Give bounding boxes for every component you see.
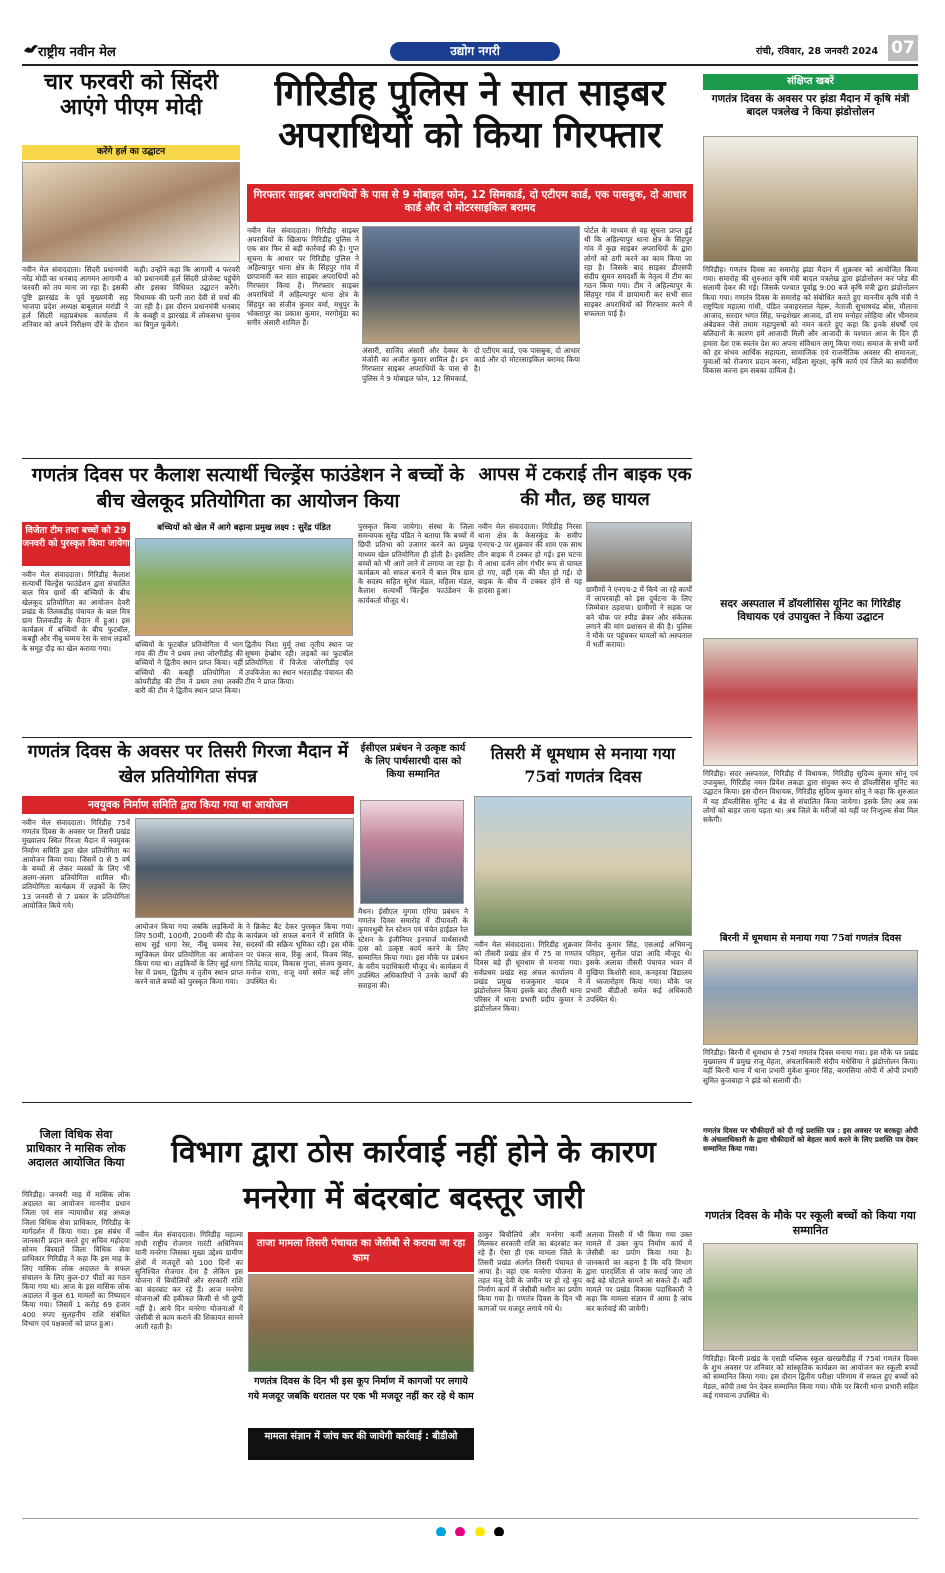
modi-photo (22, 162, 240, 262)
mgnrega-body-1: नवीन मेल संवाददाता। गिरिडीह महात्मा गांधी राष्ट्रीय रोजगार गारंटी अधिनियम यानी मनरेगा जिसका मुख्य उद्देश्य ग्रामीण क्षेत्रों में मजदूरों को 100 दिनों का सुनिश्चित रोजगार देना है लेकिन इस योजना में बिचौलियों और सरकारी राशि का बंदरबांट कर रहे हैं। आज मनरेगा योजनाओं की हकीकत किसी से भी छुपी नहीं है। आये दिन मनरेगा योजनाओं में जेसीबी से काम कराने की शिकायत सामने आती रहती है। (135, 1230, 243, 1332)
lokadalat-headline: जिला विधिक सेवा प्राधिकार ने मासिक लोक अदालत आयोजित किया (26, 1128, 126, 1169)
mgnrega-body-2: ठाकुर बिचौलिये और मनरेगा कर्मी मिलकर सरकारी राशि का बंदरबांट कर रहे हैं। ऐसा ही एक मामला जिले के तिसरी प्रखंड अंतर्गत तिसरी पंचायत से आया है। वहां एक मनरेगा योजना के तहत मंजू देवी के जमीन पर हो रहे कूप निर्माण कार्य में जेसीबी मशीन का प्रयोग किया गया है। गणतंत्र दिवस के दिन भी कागजों पर मजदूर लगाये गये थे। (478, 1230, 582, 1313)
school-body: गिरिडीह। बिरनी प्रखंड के एसडी पब्लिक स्कूल खरखरीडीह में 75वां गणतंत्र दिवस के शुभ अवसर पर शनिवार को सांस्कृतिक कार्यक्रम का आयोजन कर स्कूली बच्चों को सम्मानित किया गया। इस दौरान द्वितीय परीक्षा परिणाम में सफल हुए बच्चों को मेडल, कॉपी तथा पेन देकर सम्मानित किया गया। मौके पर बिरनी थाना प्रभारी सहित कई गणमान्य उपस्थित थे। (703, 1354, 918, 1400)
dateline: रांची, रविवार, 28 जनवरी 2024 (756, 46, 879, 57)
kailash-photo-caption: बच्चियों को खेल में आगे बढ़ाना प्रमुख लक्ष्य : सुरेंद्र पंडित (157, 522, 331, 532)
kailash-photo (135, 538, 353, 636)
cyber-body-3: पोर्टल के माध्यम से वह सूचना प्राप्त हुई थी कि अहिल्यापुर थाना क्षेत्र के सिंहपुर गांव में कुछ साइबर अपराधियों के द्वारा लोगों को ठगी करने का काम किया जा रहा है। जिसके बाद साइबर डीएसपी संदीप सुमन समदर्शी के नेतृत्व में टीम का गठन किया गया। टीम ने अहिल्यापुर के सिंहपुर गांव में छापामारी कर सभी सात साइबर अपराधियों को गिरफ्तार करने में सफलता पाई है। (584, 226, 692, 318)
kailash-body-2: बच्चियों के फुटबॉल प्रतियोगिता में भाग गांव की टीम ने प्रथम तथा जोरगीडीह की बच्चियों ने द्वितीय स्थान प्राप्त किया। वहीं बच्चियों की कबड्डी प्रतियोगिता में कोयरीडीह की टीम ने प्रथम तथा लक्की बारी की टीम ने द्वितीय स्थान प्राप्त किया। (135, 640, 243, 696)
mgnrega-photo (248, 1274, 474, 1372)
cyber-photo (362, 226, 580, 344)
divider-lower (22, 1102, 692, 1103)
mgnrega-headline: विभाग द्वारा ठोस कार्रवाई नहीं होने के कारण मनरेगा में बंदरबांट बदस्तूर जारी (171, 1135, 656, 1216)
footer-registration (22, 1522, 918, 1536)
ecl-photo (360, 800, 464, 904)
birni-headline: बिरनी में धूमधाम से मनाया गया 75वां गणतंत्र दिवस (719, 933, 902, 944)
briefs-bar: संक्षिप्त खबरें (703, 74, 918, 90)
flag-photo (703, 136, 918, 262)
mgnrega-body-1b (248, 1464, 474, 1512)
dialysis-body: गिरिडीह। सदर अस्पताल, गिरिडीह में विधायक, गिरिडीह सुदिव्य कुमार सोनू एवं उपायुक्त, गिरिडीह नमन प्रियेश लकड़ा द्वारा संयुक्त रूप से डॉयलीसिस यूनिट का उद्घाटन किया। इस दौरान विधायक, गिरिडीह सुदिव्य कुमार सोनू ने कहा कि शुरुआत में यह डॉयलीसिस यूनिट 4 बेड से संचालित किया जायेगा। इसके लिए अब तक लोगों को बाहर जाना पड़ता था। अब जिले के मरीजों को यहीं पर निःशुल्क सेवा मिल सकेगी। (703, 769, 918, 825)
school-photo (703, 1243, 918, 1351)
footer-dot-black (494, 1527, 504, 1536)
dialysis-headline: सदर अस्पताल में डॉयलीसिस यूनिट का गिरिडीह विधायक एवं उपायुक्त ने किया उद्घाटन (703, 598, 918, 636)
masthead-bird-icon (24, 40, 38, 52)
mgnrega-red-bar: ताजा मामला तिसरी पंचायत का जेसीबी से कराया जा रहा काम (248, 1232, 474, 1272)
dialysis-photo (703, 638, 918, 766)
ecl-headline: ईसीएल प्रबंधन ने उत्कृष्ट कार्य के लिए पार्थसारथी दास को किया सम्मानित (360, 743, 466, 780)
flag-headline: गणतंत्र दिवस के अवसर पर झंडा मैदान में कृषि मंत्री बादल पत्रलेख ने किया झंडोत्तोलन (711, 93, 910, 118)
lokadalat-body: गिरिडीह। जनवरी माह में मासिक लोक अदालत का आयोजन माननीय प्रधान जिला एवं सत्र न्यायाधीश सह अध्यक्ष जिला विधिक सेवा प्राधिकार, गिरिडीह के मार्गदर्शन में किया गया। इस संबंध में जानकारी प्रदान करते हुए सचिव महोदया सोनम बिस्वालें जिला विधिक सेवा प्राधिकार गिरिडीह ने कहा कि इस माह के लिए मासिक लोक अदालत के सफल संचालन के लिए कुल-07 पीठों का गठन किया गया था। आज के इस मासिक लोक अदालत में कुल 61 मामलों का निष्पादन किया गया। जिसमें 1 करोड़ 69 हजार 400 रुपए सुलहनीय राशि संबंधित विभाग एवं पक्षकारों को प्राप्त हुआ। (22, 1190, 130, 1328)
ecl-body: मैथन। ईसीएल मुगमा एरिया प्रबंधन ने गणतंत्र दिवस समारोह में दीपावली के कुमारधुबी रेल स्टेशन एवं चंचेत हाईडल रेल स्टेशन के इंजीनियर इनचार्ज पार्थसारथी दास को उत्कृष्ट कार्य करने के लिए सम्मानित किया गया। इस मौके पर प्रबंधन के वरीय पदाधिकारी मौजूद थे। कार्यक्रम में उपस्थित अधिकारियों ने उनके कार्यों की सराहना की। (358, 907, 468, 990)
footer-dot-magenta (455, 1527, 465, 1536)
tisri75-photo (474, 796, 692, 936)
kailash-red-box: विजेता टीम तथा बच्चों को 29 जनवरी को पुरस्कृत किया जायेगा (22, 522, 130, 566)
cyber-subhead: गिरफ्तार साइबर अपराधियों के पास से 9 मोबाइल फोन, 12 सिमकार्ड, दो एटीएम कार्ड, एक पासबुक, दो आधार कार्ड और दो मोटरसाइकिल बरामद (247, 184, 693, 222)
kailash-body-4: पुरस्कृत किया जायेगा। संस्था के जिला समन्वयक सुरेंद्र पंडित ने बताया कि बच्चों में छिपी प्रतिभा को उजागर करने का प्रमुख माध्यम खेल प्रतियोगिता ही होती है। इसलिए बच्चों को भी आगे लाने में लगाया जा रहा है। कार्यक्रम को सफल बनाने में बाल मित्र ग्राम के सदस्य सहित सुरेश मंडल, महिला मंडल, कैलाश सत्यार्थी चिल्ड्रेंस फाउंडेशन के कार्यकर्ता मौजूद थे। (358, 522, 474, 605)
kailash-headline: गणतंत्र दिवस पर कैलाश सत्यार्थी चिल्ड्रेंस फाउंडेशन ने बच्चों के बीच खेलकूद प्रतियोगिता का आयोजन किया (31, 464, 465, 512)
tisri75-body-2: विनोद कुमार सिंह, एसआई अभिमन्यु परिहार, सुनील पांडा आदि मौजूद थे। इसके अलावा तीसरी पंचायत भवन में मुखिया किशोरी साव, कनहरवा विद्यालय में ध्वजारोहण किया गया। मौके पर प्रभारी बीडीओ समेत कई अधिकारी उपस्थित थे। (586, 940, 692, 1005)
divider-mid (22, 737, 692, 738)
modi-headline: चार फरवरी को सिंदरी आएंगे पीएम मोदी (43, 70, 219, 120)
birni-sub: गणतंत्र दिवस पर चौकीदारों को दी गई प्रशस्ति पत्र : इस अवसर पर बरकट्ठा ओपी के अंचलाधिकारी के द्वारा चौकीदारों को बेहतर कार्य करने के लिए प्रशस्ति पत्र देकर सम्मानित किया गया। (703, 1126, 918, 1154)
footer-dot-cyan (436, 1527, 446, 1536)
tisri75-headline: तिसरी में धूमधाम से मनाया गया 75वां गणतंत्र दिवस (490, 744, 676, 786)
birni-photo (703, 950, 918, 1045)
modi-body: नवीन मेल संवाददाता। सिंदरी प्रधानमंत्री नरेंद्र मोदी का धनबाद आगमन आगामी 4 फरवरी को तय माना जा रहा है। इसकी पुष्टि झारखंड के पूर्व मुख्यमंत्री सह भाजपा प्रदेश अध्यक्ष बाबूलाल मरांडी ने हर्ल सिंदरी महाप्रबंधक कार्यालय में शनिवार को अपने निरीक्षण दौरे के दौरान कही। उन्होंने कहा कि आगामी 4 फरवरी को प्रधानमंत्री हर्ल सिंदरी प्रोजेक्ट पहुंचेंगे और इसका विधिवत उद्घाटन करेंगे। विधायक की पत्नी तारा देवी से चर्चा की जा रही है। इस दौरान प्रधानमंत्री धनबाद के कबड्डी व झारखंड में लोकसभा चुनाव का बिगुल फूकेंगे। (22, 265, 240, 330)
masthead (22, 34, 918, 64)
modi-subhead: करेंगे हर्ल का उद्घाटन (22, 145, 240, 160)
cyber-photo-caption: अंसारी, साजिद अंसारी और देवघर के मंजोरी का अजीत कुमार शामिल है। इन गिरफ्तार साइबर अपराधियों के पास से पुलिस ने 9 मोबाइल फोन, 12 सिमकार्ड, दो एटीएम कार्ड, एक पासबुक, दो आधार कार्ड और दो मोटरसाइकिल बरामद किया है। (362, 346, 580, 383)
birni-body: गिरिडीह। बिरनी में धूमधाम से 75वां गणतंत्र दिवस मनाया गया। इस मौके पर प्रखंड मुख्यालय में प्रमुख राजू मेहता, अंचलाधिकारी संदीप मधेसिया ने झंडोत्तोलन किया। वहीं बिरनी थाना में थाना प्रभारी मुकेश कुमार सिंह, बरमसिया ओपी में ओपी प्रभारी सुमित कुजबाहा ने झंडे को सलामी दी। (703, 1048, 918, 1085)
girja-red-bar: नवयुवक निर्माण समिति द्वारा किया गया था आयोजन (22, 796, 354, 814)
kailash-body-3: द्वितीय निशा मुर्मू तथा तृतीय स्थान पर सुषमा हेम्ब्रोम रही। लड़कों का फुटबॉल प्रतियोगिता में विजेता जोरगीडीह एवं उपविजेता का स्थान भरताडीह पंचायत की टीम ने प्राप्त किया। (245, 640, 353, 686)
girja-body-2: आयोजन किया गया जबकि लड़कियों के लिए 50मी, 100मी, 200मी की दौड़ के साथ सुई धागा रेस, नींबू चम्मच रेस, म्यूजिकल चेयर प्रतियोगिता का आयोजन किया गया था। लड़कियों के लिए सुई धागा रेस में प्रथम, द्वितीय व तृतीय स्थान प्राप्त करने वाले बच्चों को पुरस्कृत किया गया। (135, 922, 243, 987)
girja-headline: गणतंत्र दिवस के अवसर पर तिसरी गिरजा मैदान में खेल प्रतियोगिता संपन्न (27, 742, 349, 787)
masthead-rule (22, 64, 918, 66)
girja-body-1: नवीन मेल संवाददाता। गिरिडीह 75वें गणतंत्र दिवस के अवसर पर तिसरी प्रखंड मुख्यालय स्थित गिरजा मैदान में नवयुवक निर्माण समिति द्वारा खेल प्रतियोगिता का आयोजन किया गया। जिसमें 0 से 5 वर्ष के बच्चों से लेकर व्यस्कों के लिए भी अलग-अलग प्रतियोगिता शामिल थी। प्रतियोगिता कार्यक्रम में लड़कों के लिए 13 जनवरी से 7 प्रकार के प्रतियोगिता आयोजित किये गये। (22, 818, 130, 910)
kailash-body-1: नवीन मेल संवाददाता। गिरिडीह कैलाश सत्यार्थी चिल्ड्रेंस फाउंडेशन द्वारा संचालित बाल मित्र ग्रामों की बच्चियों के बीच खेलकूद प्रतियोगिता का आयोजन देवरी प्रखंड के तिलकडीह पंचायत के बाल मित्र ग्राम तिलकडीह के मैदान में हुआ। इस कार्यक्रम में बच्चियों के बीच फुटबॉल, कबड्डी और नीबू चम्मच रेस के साथ लड़कों के समूह दौड़ का खेल कराया गया। (22, 570, 130, 653)
mgnrega-black-bar: मामला संज्ञान में जांच कर की जायेगी कार्रवाई : बीडीओ (248, 1428, 474, 1460)
school-headline: गणतंत्र दिवस के मौके पर स्कूली बच्चों को किया गया सम्मानित (705, 1209, 916, 1237)
footer-dot-yellow (475, 1527, 485, 1536)
bike-body-1: नवीन मेल संवाददाता। गिरिडीह निरसा थाना क्षेत्र के केसरकुंड के समीप एनएच-2 पर शुक्रवार की शाम एक साथ तीन बाइक में टक्कर हो गई। इस घटना में आधा दर्जन लोग गंभीर रूप से घायल हो गए, वहीं एक की मौत हो गई। दो बाइक के बीच में टक्कर होने से यह हादसा हुआ। (478, 522, 582, 596)
girja-body-3: ने क्रिकेट बैट देकर पुरस्कृत किया गया। कार्यक्रम को सफल बनाने में समिति के सदस्यों की सक्रिय भूमिका रही। इस मौके पर पंकज साव, रिंकू आर्य, विजय सिंह, जितेंद्र यादव, विकास गुप्ता, संजय कुमार, मनोज राणा, राजू वर्मा समेत कई लोग उपस्थित थे। (246, 922, 354, 987)
section-title: उद्योग नगरी (390, 42, 560, 61)
mgnrega-body-3: अलावा तिसरी में भी किया गया उक्त मामले में उक्त कूप निर्माण कार्य में जेसीबी का प्रयोग किया गया है। जानकारों का कहना है कि यदि विभाग द्वारा पारदर्शिता से जांच कराई जाए तो कई बड़े घोटाले सामने आ सकते हैं। वहीं मामले पर प्रखंड विकास पदाधिकारी ने कहा कि मामला संज्ञान में आया है जांच कर कार्रवाई की जायेगी। (586, 1230, 692, 1313)
mgnrega-photo-caption: गणतंत्र दिवस के दिन भी इस कूप निर्माण में कागजों पर लगाये गये मजदूर जबकि धरातल पर एक भी मजदूर नहीं कर रहे थे काम (248, 1376, 474, 1402)
flag-body: गिरिडीह। गणतंत्र दिवस का समारोह झंडा मैदान में शुक्रवार को आयोजित किया गया। समारोह की शुरुआत कृषि मंत्री बादल पत्रलेख द्वारा झंडोत्तोलन कर परेड की सलामी देकर की गई। जिसके पश्चात पूर्वाह्न 9:00 बजे कृषि मंत्री द्वारा झंडोत्तोलन किया गया। गणतंत्र दिवस के समारोह को संबोधित करते हुए माननीय कृषि मंत्री ने राष्ट्रपिता महात्मा गांधी, पंडित जवाहरलाल नेहरू, नेताजी सुभाषचंद्र बोस, मौलाना आजाद, सरदार भगत सिंह, चन्द्रशेखर आजाद, डॉ राम मनोहर लोहिया और भीमराव अंबेडकर जैसे तमाम महापुरुषों को नमन करते हुए कहा कि इनके संघर्षों एवं बलिदानों के कारण हमें आजादी मिली और आजादी के पश्चात आज के दिन ही हमारा देश एक स्वतंत्र देश का अपना संविधान लागू किया गया। समाज के सभी वर्गों को हर संभव आर्थिक सहायता, सामाजिक एवं राजनीतिक अवसर की समानता, युवाओं को रोजगार प्रदान करना, महिला सुरक्षा, कृषि कार्य एवं जिले का सर्वांगीण विकास करना हम सबका दायित्व है। (703, 265, 918, 376)
bike-headline: आपस में टकराई तीन बाइक एक की मौत, छह घायल (478, 464, 692, 510)
bike-body-2: ग्रामीणों ने एनएच-2 में किये जा रहे कार्यों में लापरवाही को इस दुर्घटना के लिए जिम्मेवार ठहराया। ग्रामीणों ने सड़क पर बने चौक पर स्पीड ब्रेकर और संकेतक लगाने की मांग प्रशासन से की है। पुलिस ने मौके पर पहुंचकर घायलों को अस्पताल में भर्ती कराया। (586, 585, 692, 650)
divider-top (22, 458, 692, 459)
cyber-headline: गिरिडीह पुलिस ने सात साइबर अपराधियों को किया गिरफ्तार (274, 72, 666, 156)
girja-photo (135, 818, 354, 918)
paper-name: राष्ट्रीय नवीन मेल (38, 45, 116, 60)
cyber-body-1: नवीन मेल संवाददाता। गिरिडीह साइबर अपराधियों के खिलाफ गिरिडीह पुलिस ने एक बार फिर से बड़ी कार्रवाई की है। गुप्त सूचना के आधार पर गिरिडीह पुलिस ने अहिल्यापुर थाना क्षेत्र के सिंहपुर गांव में छापामारी कर सात साइबर अपराधियों को गिरफ्तार किया है। गिरफ्तार साइबर अपराधियों में अहिल्यापुर थाना क्षेत्र के सिंहपुर का संजीव कुमार वर्मा, मधुपुर के भोक्तापुर का प्रकाश कुमार, मरगोमुंडा का सगीर अंसारी शामिल हैं। (247, 226, 359, 328)
footer-rule (22, 1518, 918, 1519)
page-number: 07 (888, 35, 918, 61)
tisri75-body-1: नवीन मेल संवाददाता। गिरिडीह शुक्रवार को तीसरी प्रखंड क्षेत्र में 75 वा गणतंत्र दिवस बड़े ही धूमधाम से मनाया गया। सर्वप्रथम प्रखंड सह अंचल कार्यालय में प्रखंड प्रमुख राजकुमार यादव ने झंडोत्तोलन किया इसके बाद तीसरी थाना परिसर में थाना प्रभारी प्रदीप कुमार ने झंडोत्तोलन किया। (474, 940, 582, 1014)
bike-photo (586, 522, 692, 582)
